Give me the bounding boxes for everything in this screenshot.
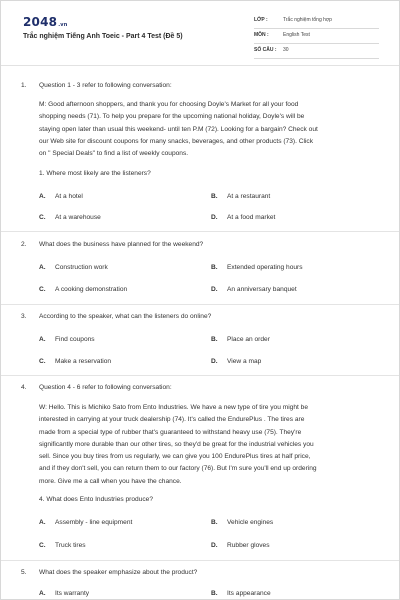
option-letter: C.: [39, 358, 46, 365]
option-letter: C.: [39, 542, 46, 549]
option-text: A cooking demonstration: [55, 286, 128, 293]
sub-question-1: 1. Where most likely are the listeners?: [39, 170, 151, 177]
option-text: Its appearance: [227, 590, 271, 597]
question-number: 1.: [21, 82, 27, 89]
option-1c[interactable]: [39, 214, 101, 221]
question-text: Question 4 - 6 refer to following conversation:: [39, 384, 172, 391]
option-2c[interactable]: [39, 286, 127, 293]
option-letter: D.: [211, 542, 218, 549]
meta-class-value: Trắc nghiệm tổng hợp: [283, 17, 332, 23]
option-4a[interactable]: [39, 519, 132, 526]
option-2b[interactable]: [211, 264, 303, 271]
option-1b[interactable]: [211, 193, 270, 200]
option-text: At a hotel: [55, 193, 83, 200]
passage-line: staying open later than usual this weekend- until ten P.M (72). Looking for a bargain? Check out: [39, 125, 318, 133]
meta-class-row: [254, 14, 379, 29]
passage-2: [39, 402, 384, 488]
passage-1: [39, 99, 384, 160]
passage-line: sell. Since you buy tires from us regularly, we can give you 100 EndurePlus tires at half price,: [39, 453, 311, 461]
option-4c[interactable]: [39, 542, 86, 549]
question-number: 4.: [21, 384, 27, 391]
option-text: Assembly - line equipment: [55, 519, 133, 526]
option-letter: C.: [39, 214, 46, 221]
passage-line: W: Hello. This is Michiko Sato from Ento Industries. We have a new type of tire you might be: [39, 404, 308, 411]
passage-line: our Web site for discount coupons for many snacks, beverages, and other products (73). Click: [39, 137, 314, 145]
option-5a[interactable]: [39, 590, 89, 597]
question-number: 5.: [21, 569, 27, 576]
option-letter: A.: [39, 264, 46, 271]
logo-suffix: .vn: [58, 22, 68, 28]
option-letter: D.: [211, 358, 218, 365]
option-1a[interactable]: [39, 193, 83, 200]
question-text: According to the speaker, what can the listeners do online?: [39, 313, 212, 320]
option-text: Truck tires: [55, 542, 86, 549]
option-letter: B.: [211, 590, 218, 597]
option-2d[interactable]: [211, 286, 297, 293]
option-4b[interactable]: [211, 519, 273, 526]
option-letter: D.: [211, 214, 218, 221]
option-3c[interactable]: [39, 358, 111, 365]
passage-line: made from a special type of rubber that's guaranteed to withstand heavy use (75). They're: [39, 428, 302, 436]
passage-line: more. Give me a call when you have the chance.: [39, 477, 182, 485]
passage-line: M: Good afternoon shoppers, and thank you for choosing Doyle's Market for all your food: [39, 101, 299, 108]
passage-line: interested in carrying at your truck dealership (74). It's called the EndurePlus . The tires are: [39, 416, 305, 424]
option-3a[interactable]: [39, 336, 95, 343]
option-4d[interactable]: [211, 542, 270, 549]
option-5b[interactable]: [211, 590, 271, 597]
option-text: At a warehouse: [55, 214, 101, 221]
option-text: An anniversary banquet: [227, 286, 297, 293]
option-letter: B.: [211, 193, 218, 200]
test-title: Trắc nghiệm Tiếng Anh Toeic - Part 4 Test (Đề 5): [23, 33, 183, 40]
meta-count-row: [254, 44, 379, 59]
option-letter: B.: [211, 264, 218, 271]
option-letter: C.: [39, 286, 46, 293]
question-divider: [1, 375, 399, 376]
meta-count-label: SỐ CÂU :: [254, 47, 277, 53]
option-2a[interactable]: [39, 264, 108, 271]
option-letter: A.: [39, 336, 46, 343]
passage-line: and if they don't sell, you can return them to our factory (76). But I'm sure you'll end up ordering: [39, 465, 317, 473]
question-divider: [1, 304, 399, 305]
question-text: What does the speaker emphasize about the product?: [39, 569, 198, 576]
option-letter: A.: [39, 193, 46, 200]
page-header: [1, 1, 399, 65]
passage-line: significantly more durable than our other tires, so they'd be great for the industrial vehicles you: [39, 440, 314, 448]
meta-subject-label: MÔN :: [254, 32, 269, 38]
option-text: At a food market: [227, 214, 276, 221]
option-text: Vehicle engines: [227, 519, 274, 526]
question-divider: [1, 560, 399, 561]
option-letter: B.: [211, 336, 218, 343]
meta-subject-row: [254, 29, 379, 44]
question-text: Question 1 - 3 refer to following conversation:: [39, 82, 172, 89]
question-number: 3.: [21, 313, 27, 320]
option-letter: A.: [39, 590, 46, 597]
passage-line: shopping needs (71). To help you prepare for the upcoming national holiday, Doyle's will be: [39, 113, 305, 121]
meta-count-value: 30: [283, 47, 289, 53]
option-letter: D.: [211, 286, 218, 293]
question-number: 2.: [21, 241, 27, 248]
passage-line: on " Special Deals" to find a list of weekly coupons.: [39, 150, 189, 158]
option-3d[interactable]: [211, 358, 261, 365]
question-divider: [1, 231, 399, 232]
option-text: Construction work: [55, 264, 108, 271]
option-text: View a map: [227, 358, 262, 365]
option-text: Make a reservation: [55, 358, 112, 365]
site-logo[interactable]: [23, 15, 68, 29]
option-text: Find coupons: [55, 336, 95, 343]
option-text: Its warranty: [55, 590, 90, 597]
option-letter: B.: [211, 519, 218, 526]
option-3b[interactable]: [211, 336, 270, 343]
meta-class-label: LỚP :: [254, 17, 268, 23]
question-text: What does the business have planned for the weekend?: [39, 241, 204, 248]
option-text: Rubber gloves: [227, 542, 270, 549]
meta-subject-value: English Test: [283, 32, 310, 38]
option-letter: A.: [39, 519, 46, 526]
option-text: Extended operating hours: [227, 264, 303, 271]
header-divider: [1, 65, 399, 66]
option-text: Place an order: [227, 336, 270, 343]
option-1d[interactable]: [211, 214, 275, 221]
option-text: At a restaurant: [227, 193, 271, 200]
logo-text: 2048: [23, 15, 58, 29]
sub-question-4: 4. What does Ento Industries produce?: [39, 496, 153, 503]
